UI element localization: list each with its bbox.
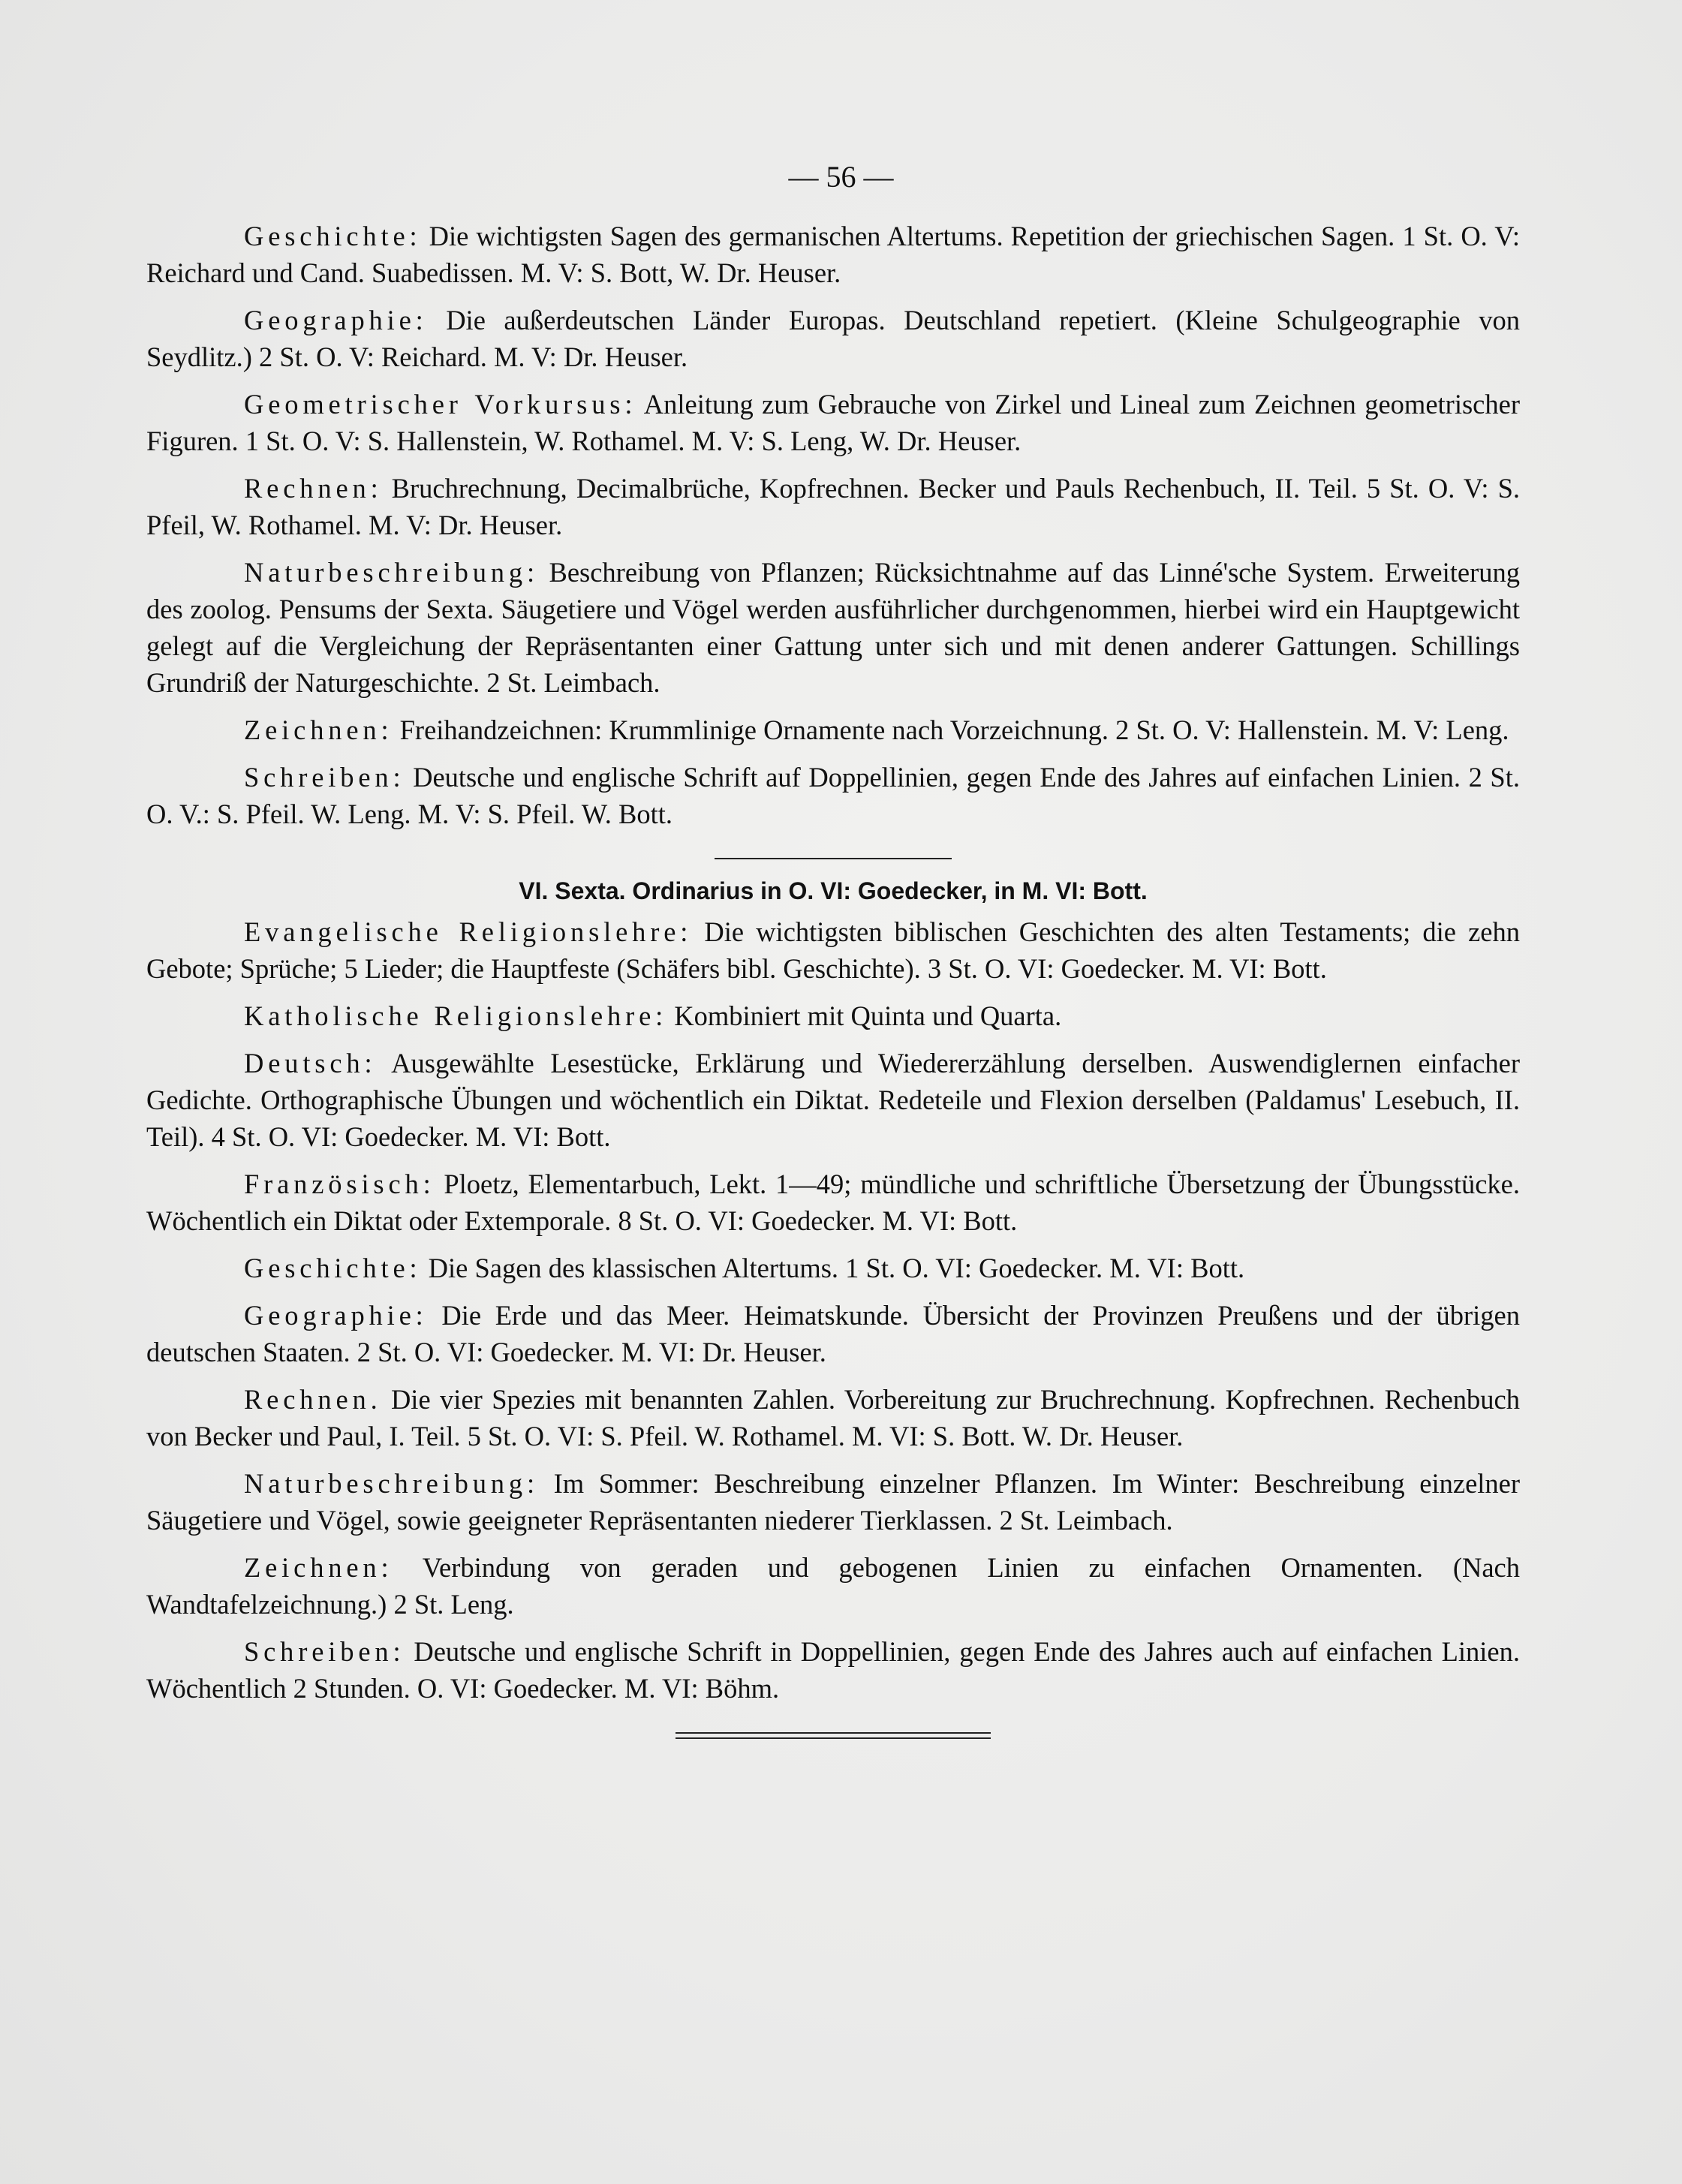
page-number: — 56 — [788, 160, 894, 194]
subject-name: Naturbeschreibung: [244, 1468, 539, 1499]
subject-description: Anleitung zum Gebrauche von Zirkel und Lineal zum Zeichnen geometrischer Figuren. 1 St. O. V: S. Hallenstein, W. Rothamel. M. V: S. Leng, W. Dr. Heuser. [146, 389, 1520, 456]
subject-name: Zeichnen: [244, 714, 393, 745]
subject-paragraph [146, 1633, 1520, 1707]
page-content [146, 218, 1520, 1739]
section-sexta [146, 913, 1520, 1707]
subject-description: Freihandzeichnen: Krummlinige Ornamente nach Vorzeichnung. 2 St. O. V: Hallenstein. M. V: Leng. [399, 714, 1509, 745]
subject-name: Schreiben: [244, 762, 405, 793]
section-heading-sexta: VI. Sexta. Ordinarius in O. VI: Goedecker, in M. VI: Bott. [519, 877, 1148, 904]
subject-name: Rechnen: [244, 473, 383, 504]
subject-description: Im Sommer: Beschreibung einzelner Pflanzen. Im Winter: Beschreibung einzelner Säugetiere und Vögel, sowie geeigneter Repräsentanten niederer Tierklassen. 2 St. Leimbach. [146, 1468, 1521, 1536]
section-divider [715, 858, 952, 859]
subject-name: Geschichte: [244, 221, 422, 251]
subject-paragraph [146, 302, 1520, 375]
subject-paragraph [146, 1166, 1520, 1239]
subject-description: Deutsche und englische Schrift in Doppellinien, gegen Ende des Jahres auch auf einfachen Linien. Wöchentlich 2 Stunden. O. VI: Goedecker. M. VI: Böhm. [146, 1636, 1520, 1704]
subject-paragraph [146, 218, 1520, 291]
subject-description: Bruchrechnung, Decimalbrüche, Kopfrechnen. Becker und Pauls Rechenbuch, II. Teil. 5 St. O. V: S. Pfeil, W. Rothamel. M. V: Dr. Heuser. [146, 473, 1521, 540]
subject-paragraph [146, 1250, 1520, 1286]
subject-description: Die außerdeutschen Länder Europas. Deutschland repetiert. (Kleine Schulgeographie von Seydlitz.) 2 St. O. V: Reichard. M. V: Dr. Heuser. [146, 305, 1520, 372]
subject-description: Ausgewählte Lesestücke, Erklärung und Wiedererzählung derselben. Auswendiglernen einfacher Gedichte. Orthographische Übungen und wöchentlich ein Diktat. Redeteile und Flexion derselben (Paldamus' Lesebuch, II. Teil). 4 St. O. VI: Goedecker. M. VI: Bott. [146, 1048, 1520, 1152]
subject-paragraph [146, 1045, 1520, 1155]
subject-paragraph [146, 997, 1520, 1034]
subject-paragraph [146, 711, 1520, 748]
subject-description: Verbindung von geraden und gebogenen Linien zu einfachen Ornamenten. (Nach Wandtafelzeichnung.) 2 St. Leng. [146, 1552, 1520, 1620]
subject-name: Rechnen. [244, 1384, 382, 1415]
subject-paragraph [146, 913, 1520, 987]
subject-description: Die vier Spezies mit benannten Zahlen. Vorbereitung zur Bruchrechnung. Kopfrechnen. Rechenbuch von Becker und Paul, I. Teil. 5 St. O. VI: S. Pfeil. W. Rothamel. M. VI: S. Bott. W. Dr. Heuser. [146, 1384, 1521, 1451]
subject-name: Evangelische Religionslehre: [244, 916, 693, 947]
subject-paragraph [146, 386, 1520, 459]
section-quinta [146, 218, 1520, 832]
subject-name: Geschichte: [244, 1253, 422, 1283]
subject-name: Katholische Religionslehre: [244, 1000, 668, 1031]
subject-description: Beschreibung von Pflanzen; Rücksichtnahme auf das Linné'sche System. Erweiterung des zoolog. Pensums der Sexta. Säugetiere und Vögel werden ausführlicher durchgenommen, hierbei wird ein Hauptgewicht gelegt auf die Vergleichung der Repräsentanten einer Gattung unter sich und mit denen anderer Gattungen. Schillings Grundriß der Naturgeschichte. 2 St. Leimbach. [146, 557, 1520, 698]
subject-name: Geometrischer Vorkursus: [244, 389, 637, 420]
subject-paragraph [146, 759, 1520, 832]
subject-name: Zeichnen: [244, 1552, 393, 1583]
subject-description: Die Erde und das Meer. Heimatskunde. Übersicht der Provinzen Preußens und der übrigen deutschen Staaten. 2 St. O. VI: Goedecker. M. VI: Dr. Heuser. [146, 1300, 1520, 1367]
subject-description: Deutsche und englische Schrift auf Doppellinien, gegen Ende des Jahres auf einfachen Linien. 2 St. O. V.: S. Pfeil. W. Leng. M. V: S. Pfeil. W. Bott. [146, 762, 1521, 829]
subject-description: Die wichtigsten Sagen des germanischen Altertums. Repetition der griechischen Sagen. 1 St. O. V: Reichard und Cand. Suabedissen. M. V: S. Bott, W. Dr. Heuser. [146, 221, 1521, 288]
subject-paragraph [146, 470, 1520, 543]
subject-paragraph [146, 554, 1520, 701]
subject-description: Die wichtigsten biblischen Geschichten des alten Testaments; die zehn Gebote; Sprüche; 5 Lieder; die Hauptfeste (Schäfers bibl. Geschichte). 3 St. O. VI: Goedecker. M. VI: Bott. [146, 916, 1520, 984]
subject-paragraph [146, 1465, 1520, 1539]
subject-name: Geographie: [244, 305, 428, 335]
subject-description: Die Sagen des klassischen Altertums. 1 St. O. VI: Goedecker. M. VI: Bott. [428, 1253, 1245, 1283]
subject-paragraph [146, 1297, 1520, 1370]
subject-description: Kombiniert mit Quinta und Quarta. [674, 1000, 1062, 1031]
subject-description: Ploetz, Elementarbuch, Lekt. 1—49; mündliche und schriftliche Übersetzung der Übungsstücke. Wöchentlich ein Diktat oder Extemporale. 8 St. O. VI: Goedecker. M. VI: Bott. [146, 1169, 1521, 1236]
subject-name: Deutsch: [244, 1048, 377, 1078]
subject-paragraph [146, 1549, 1520, 1623]
subject-name: Geographie: [244, 1300, 428, 1331]
subject-name: Naturbeschreibung: [244, 557, 539, 588]
subject-name: Schreiben: [244, 1636, 405, 1667]
end-double-rule [676, 1732, 991, 1739]
subject-name: Französisch: [244, 1169, 435, 1199]
subject-paragraph [146, 1381, 1520, 1454]
